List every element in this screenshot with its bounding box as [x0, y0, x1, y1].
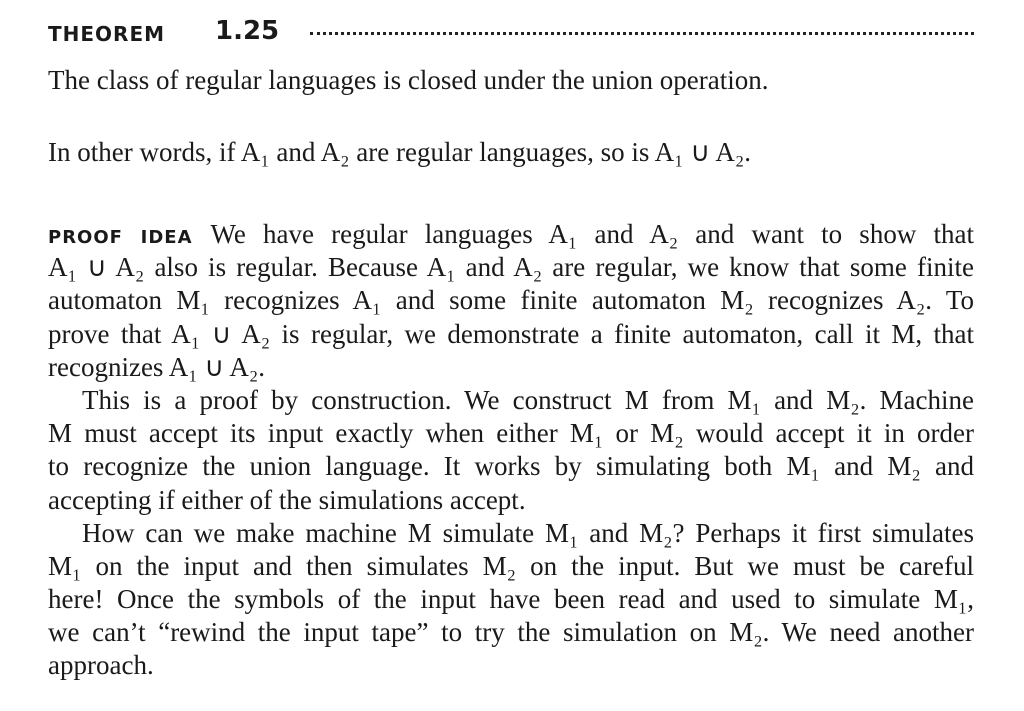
- proof-line: [48, 218, 974, 251]
- proof-idea-label: PROOF IDEA: [48, 227, 193, 248]
- proof-line: we can’t “rewind the input tape” to try the simulation on M₂. We need another: [48, 617, 974, 648]
- theorem-number: 1.25: [215, 16, 280, 46]
- proof-line: approach.: [48, 650, 154, 681]
- proof-line: accepting if either of the simulations accept.: [48, 484, 526, 515]
- proof-line: prove that A₁ ∪ A₂ is regular, we demonstrate a finite automaton, call it M, that: [48, 318, 974, 349]
- proof-line-text: We have regular languages A₁ and A₂ and want to show that: [210, 219, 974, 249]
- proof-line: A₁ ∪ A₂ also is regular. Because A₁ and A₂ are regular, we know that some finite: [48, 252, 974, 283]
- proof-line: M₁ on the input and then simulates M₂ on the input. But we must be careful: [48, 550, 974, 581]
- proof-line: This is a proof by construction. We construct M from M₁ and M₂. Machine: [82, 384, 974, 415]
- proof-line: to recognize the union language. It works by simulating both M₁ and M₂ and: [48, 451, 974, 482]
- theorem-restatement: In other words, if A₁ and A₂ are regular languages, so is A₁ ∪ A₂.: [48, 137, 752, 167]
- proof-line: automaton M₁ recognizes A₁ and some finite automaton M₂ recognizes A₂. To: [48, 285, 974, 316]
- dotted-rule: [310, 32, 974, 35]
- proof-line: How can we make machine M simulate M₁ and M₂? Perhaps it first simulates: [82, 517, 974, 548]
- proof-line: M must accept its input exactly when either M₁ or M₂ would accept it in order: [48, 418, 974, 449]
- proof-idea: [48, 218, 974, 683]
- proof-line: recognizes A₁ ∪ A₂.: [48, 351, 266, 382]
- theorem-heading: [48, 14, 974, 48]
- theorem-statement: The class of regular languages is closed under the union operation.: [48, 65, 769, 95]
- theorem-label: THEOREM: [48, 22, 166, 46]
- proof-line: here! Once the symbols of the input have been read and used to simulate M₁,: [48, 584, 974, 615]
